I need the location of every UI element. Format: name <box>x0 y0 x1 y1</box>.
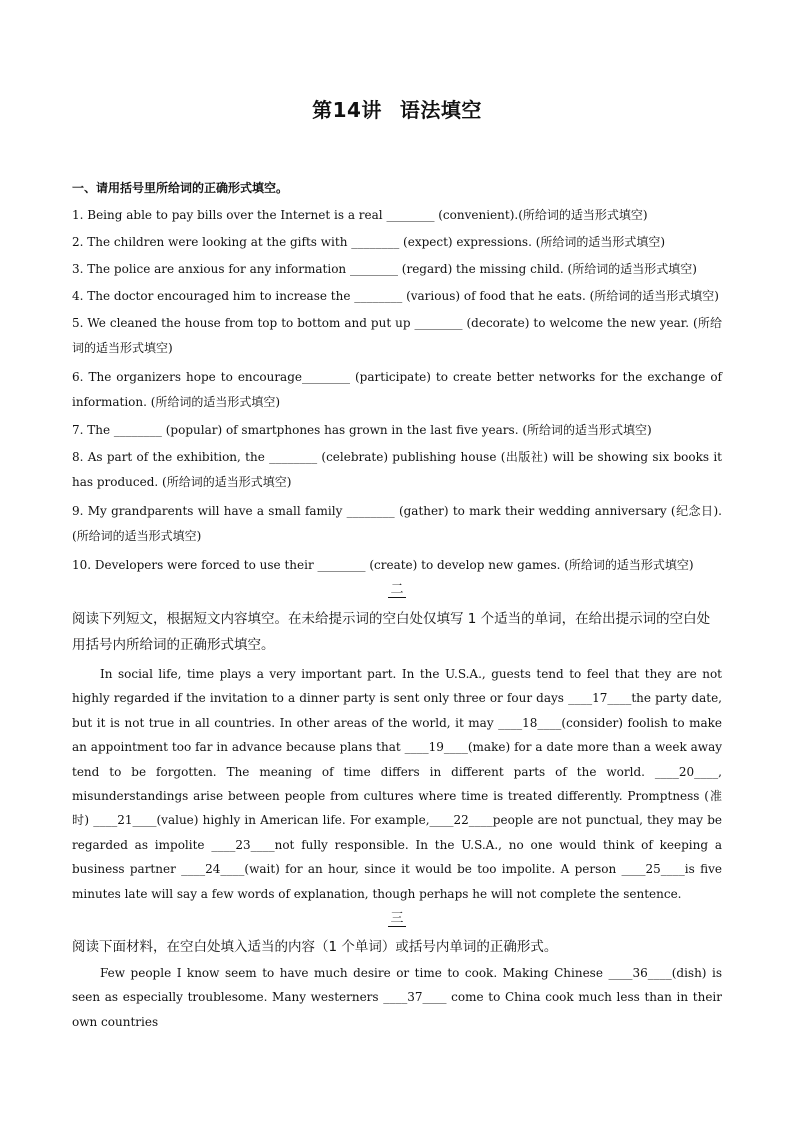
section-2-instruction: 阅读下列短文，根据短文内容填空。在未给提示词的空白处仅填写 1 个适当的单词，在给出提示词的空白处用括号内所给词的正确形式填空。 <box>72 611 711 653</box>
section-2-number: 二 <box>390 582 404 597</box>
lesson-number: 第14讲 <box>312 98 382 122</box>
section-3-instruction: 阅读下面材料，在空白处填入适当的内容（1 个单词）或括号内单词的正确形式。 <box>72 939 558 955</box>
question-3: 3. The police are anxious for any information ________ (regard) the missing child. (所给词的适当形式填空) <box>72 262 697 276</box>
section-3-number: 三 <box>390 911 404 926</box>
lesson-topic: 语法填空 <box>399 98 482 122</box>
section-1-heading: 一、请用括号里所给词的正确形式填空。 <box>72 181 289 195</box>
question-7: 7. The ________ (popular) of smartphones has grown in the last five years. (所给词的适当形式填空) <box>72 423 652 437</box>
question-6: 6. The organizers hope to encourage________ (participate) to create better networks for the exchange of information. (所给词的适当形式填空) <box>72 370 722 409</box>
page-title <box>0 94 794 123</box>
section-3-passage: Few people I know seem to have much desire or time to cook. Making Chinese ____36____(dish) is seen as especially troublesome. Many westerners ____37____ come to China cook much less than in their own countries <box>72 966 722 1029</box>
question-2: 2. The children were looking at the gifts with ________ (expect) expressions. (所给词的适当形式填空) <box>72 235 666 249</box>
question-5: 5. We cleaned the house from top to bottom and put up ________ (decorate) to welcome the new year. (所给词的适当形式填空) <box>72 316 722 355</box>
question-1: 1. Being able to pay bills over the Internet is a real ________ (convenient).(所给词的适当形式填空) <box>72 208 648 222</box>
question-8: 8. As part of the exhibition, the ________ (celebrate) publishing house (出版社) will be showing six books it has produced. (所给词的适当形式填空) <box>72 450 722 489</box>
question-4: 4. The doctor encouraged him to increase the ________ (various) of food that he eats. (所给词的适当形式填空) <box>72 289 719 303</box>
section-2-passage: In social life, time plays a very important part. In the U.S.A., guests tend to feel that they are not highly regarded if the invitation to a dinner party is sent only three or four days ____17____the party date, but it is not true in all countries. In other areas of the world, it may ____18____(consider) foolish to make an appointment too far in advance because plans that ____19____(make) for a date more than a week away tend to be forgotten. The meaning of time differs in different parts of the world. ____20____, misunderstandings arise between people from cultures where time is treated differently. Promptness (准时) ____21____(value) highly in American life. For example,____22____people are not punctual, they may be regarded as impolite ____23____not fully responsible. In the U.S.A., no one would think of keeping a business partner ____24____(wait) for an hour, since it would be too impolite. A person ____25____is five minutes late will say a few words of explanation, though perhaps he will not complete the sentence. <box>72 667 722 901</box>
question-10: 10. Developers were forced to use their ________ (create) to develop new games. (所给词的适当形式填空) <box>72 558 694 572</box>
question-9: 9. My grandparents will have a small family ________ (gather) to mark their wedding anniversary (纪念日). (所给词的适当形式填空) <box>72 504 722 543</box>
